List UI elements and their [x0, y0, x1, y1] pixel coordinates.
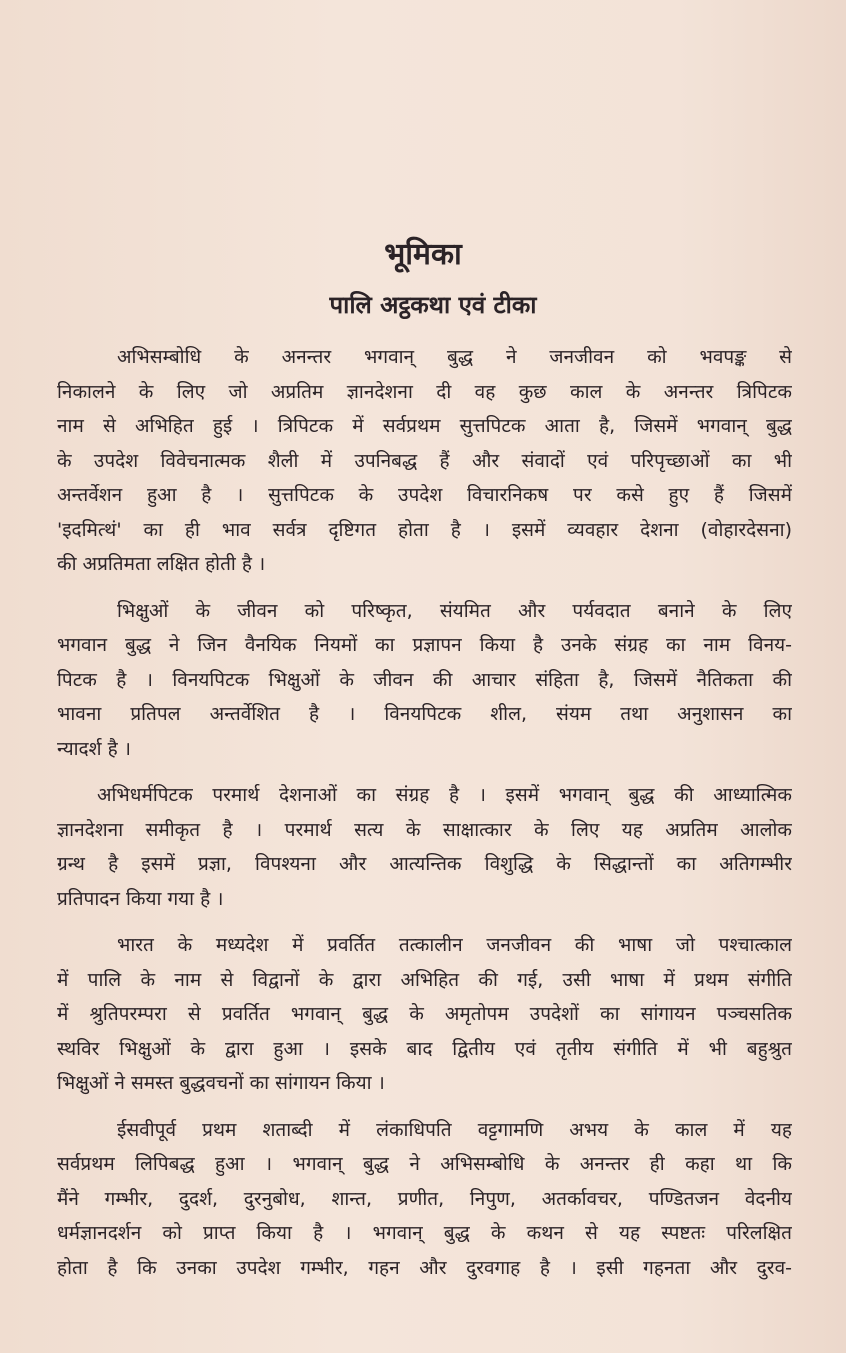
paragraph — [57, 340, 792, 582]
text-line: भावना प्रतिपल अन्तर्वेशित है । विनयपिटक शील, संयम तथा अनुशासन का — [57, 703, 792, 725]
text-line: में पालि के नाम से विद्वानों के द्वारा अभिहित की गई, उसी भाषा में प्रथम संगीति — [57, 968, 792, 991]
text-line: अभिधर्मपिटक परमार्थ देशनाओं का संग्रह है । इसमें भगवान् बुद्ध की आध्यात्मिक — [97, 784, 792, 806]
text-line: भिक्षुओं ने समस्त बुद्धवचनों का सांगायन किया । — [57, 1072, 385, 1094]
text-line: भिक्षुओं के जीवन को परिष्कृत, संयमित और पर्यवदात बनाने के लिए — [117, 599, 792, 622]
text-line: मैंने गम्भीर, दुदर्श, दुरनुबोध, शान्त, प्रणीत, निपुण, अतर्कावचर, पण्डितजन वेदनीय — [57, 1187, 792, 1210]
text-line: न्यादर्श है । — [57, 737, 131, 760]
text-line: पिटक है । विनयपिटक भिक्षुओं के जीवन की आचार संहिता है, जिसमें नैतिकता की — [57, 668, 792, 691]
text-line: ज्ञानदेशना समीकृत है । परमार्थ सत्य के साक्षात्कार के लिए यह अप्रतिम आलोक — [57, 818, 792, 841]
text-line: भारत के मध्यदेश में प्रवर्तित तत्कालीन जनजीवन की भाषा जो पश्चात्काल — [117, 934, 792, 956]
text-line: निकालने के लिए जो अप्रतिम ज्ञानदेशना दी वह कुछ काल के अनन्तर त्रिपिटक — [57, 380, 792, 403]
text-line: ईसवीपूर्व प्रथम शताब्दी में लंकाधिपति वट्टगामणि अभय के काल में यह — [117, 1118, 792, 1141]
text-line: की अप्रतिमता लक्षित होती है । — [57, 553, 266, 575]
text-line: में श्रुतिपरम्परा से प्रवर्तित भगवान् बुद्ध के अमृतोपम उपदेशों का सांगायन पञ्चसतिक — [57, 1003, 792, 1025]
text-line: 'इदमित्थं' का ही भाव सर्वत्र दृष्टिगत होता है । इसमें व्यवहार देशना (वोहारदेसना) — [57, 518, 792, 541]
paragraph — [57, 928, 792, 1101]
text-line: ग्रन्थ है इसमें प्रज्ञा, विपश्यना और आत्यन्तिक विशुद्धि के सिद्धान्तों का अतिगम्भीर — [57, 853, 792, 875]
text-line: धर्मज्ञानदर्शन को प्राप्त किया है । भगवान् बुद्ध के कथन से यह स्पष्टतः परिलक्षित — [57, 1222, 792, 1244]
text-line: के उपदेश विवेचनात्मक शैली में उपनिबद्ध हैं और संवादों एवं परिपृच्छाओं का भी — [57, 449, 792, 472]
text-line: अभिसम्बोधि के अनन्तर भगवान् बुद्ध ने जनजीवन को भवपङ्क से — [117, 346, 792, 368]
body-text — [57, 340, 792, 1297]
text-line: प्रतिपादन किया गया है । — [57, 887, 224, 910]
text-line: होता है कि उनका उपदेश गम्भीर, गहन और दुरवगाह है । इसी गहनता और दुरव- — [57, 1256, 792, 1279]
section-subtitle: पालि अट्ठकथा एवं टीका — [329, 291, 537, 319]
text-line: नाम से अभिहित हुई । त्रिपिटक में सर्वप्रथम सुत्तपिटक आता है, जिसमें भगवान् बुद्ध — [57, 415, 792, 437]
paragraph — [57, 594, 792, 767]
text-line: स्थविर भिक्षुओं के द्वारा हुआ । इसके बाद द्वितीय एवं तृतीय संगीति में भी बहुश्रुत — [57, 1037, 792, 1060]
page-title: भूमिका — [384, 237, 462, 272]
text-line: भगवान बुद्ध ने जिन वैनयिक नियमों का प्रज्ञापन किया है उनके संग्रह का नाम विनय- — [57, 634, 792, 656]
text-line: सर्वप्रथम लिपिबद्ध हुआ । भगवान् बुद्ध ने अभिसम्बोधि के अनन्तर ही कहा था कि — [57, 1153, 792, 1175]
paragraph — [57, 1113, 792, 1286]
paragraph — [57, 778, 792, 916]
text-line: अन्तर्वेशन हुआ है । सुत्तपिटक के उपदेश विचारनिकष पर कसे हुए हैं जिसमें — [57, 484, 792, 506]
